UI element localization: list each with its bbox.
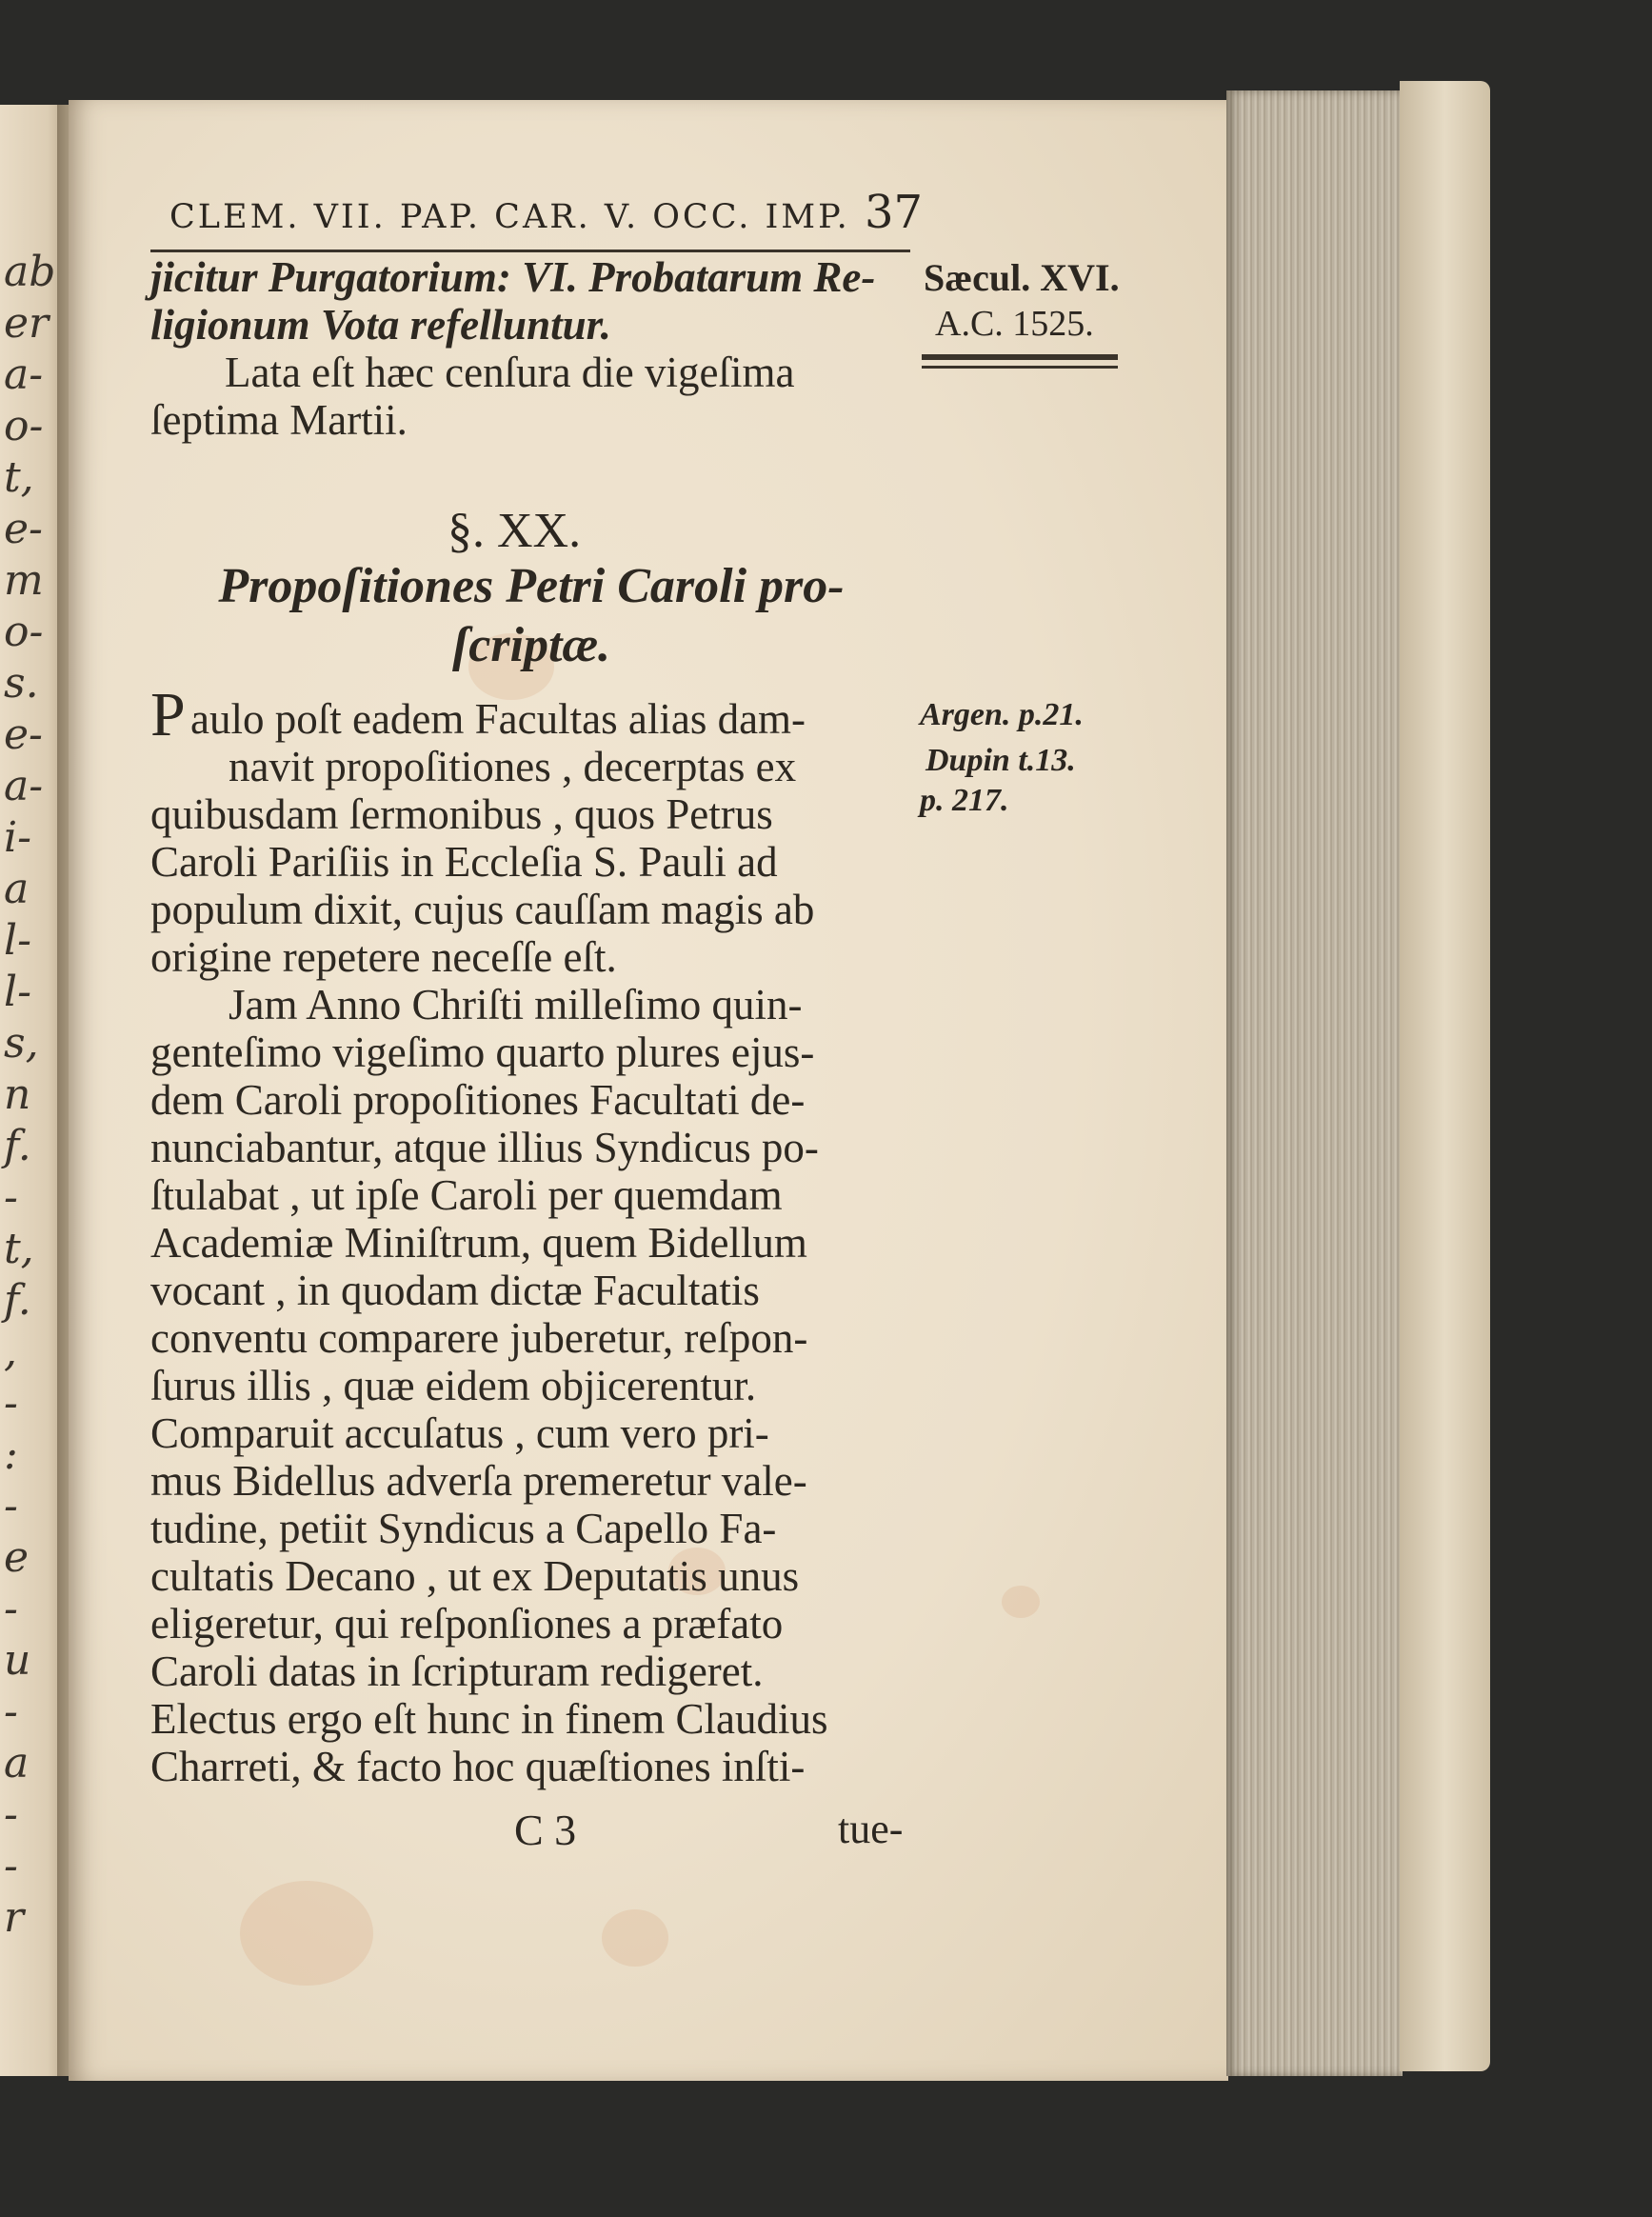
facing-page-fragment: -: [4, 1173, 18, 1222]
text-line: ſtulabat , ut ipſe Caroli per quemdam: [150, 1171, 783, 1219]
facing-page-fragment: e-: [4, 710, 43, 759]
text-line: mus Bidellus adverſa premeretur vale-: [150, 1457, 807, 1505]
text-line: ſurus illis , quæ eidem objicerentur.: [150, 1362, 757, 1409]
facing-page-fragment: e: [4, 1533, 30, 1582]
facing-page-fragment: -: [4, 1482, 18, 1530]
page-block-edge: [1226, 90, 1403, 2076]
facing-page-fragment: s.: [4, 659, 39, 708]
text-line: Jam Anno Chriſti milleſimo quin-: [229, 981, 803, 1029]
text-line: dem Caroli propoſitiones Facultati de-: [150, 1076, 806, 1124]
foxing-stain: [602, 1909, 668, 1967]
facing-page-fragment: -: [4, 1688, 18, 1736]
foxing-stain: [240, 1881, 373, 1986]
text-line: populum dixit, cujus cauſſam magis ab: [150, 886, 815, 933]
text-line: Academiæ Miniſtrum, quem Bidellum: [150, 1219, 807, 1267]
foxing-stain: [1002, 1586, 1040, 1618]
text-line: Charreti, & facto hoc quæſtiones inſti-: [150, 1743, 806, 1790]
text-line: Caroli Pariſiis in Eccleſia S. Pauli ad: [150, 838, 778, 886]
facing-page-fragment: o-: [4, 608, 44, 656]
facing-page-fragment: a-: [4, 762, 44, 810]
facing-page-fragment: -: [4, 1379, 18, 1428]
facing-page-fragment: u: [4, 1636, 31, 1685]
text-line: Caroli datas in ſcripturam redigeret.: [150, 1648, 764, 1695]
page-number: 37: [865, 186, 924, 239]
facing-page-fragment: l-: [4, 916, 31, 965]
facing-page-fragment: a-: [4, 350, 44, 399]
text-line: Lata eſt hæc cenſura die vigeſima: [225, 349, 795, 396]
text-line: Comparuit accuſatus , cum vero pri-: [150, 1409, 769, 1457]
text-line: quibusdam ſermonibus , quos Petrus: [150, 790, 773, 838]
catchword: tue-: [838, 1806, 904, 1852]
facing-page-fragment: l-: [4, 968, 31, 1016]
text-line: jicitur Purgatorium: VI. Probatarum Re-: [150, 253, 876, 301]
text-line: eligeretur, qui reſponſiones a præfato: [150, 1600, 784, 1648]
facing-page-fragment: a: [4, 865, 30, 913]
facing-page-fragment: -: [4, 1585, 18, 1633]
facing-page-fragment: i-: [4, 813, 31, 862]
text-line: conventu comparere juberetur, reſpon-: [150, 1314, 808, 1362]
margin-rule: [922, 354, 1118, 360]
body-paragraph: [150, 680, 931, 1790]
section-title-line: ſcriptæ.: [451, 618, 611, 672]
text-line: Electus ergo eſt hunc in finem Claudius: [150, 1695, 828, 1743]
facing-page-fragment: t,: [4, 453, 34, 502]
facing-page-fragment: -: [4, 1790, 18, 1839]
margin-note-year: A.C. 1525.: [935, 304, 1094, 344]
section-number: §. XX.: [448, 504, 582, 558]
text-line: tudine, petiit Syndicus a Capello Fa-: [150, 1505, 777, 1552]
signature-mark: C 3: [514, 1806, 577, 1854]
text-line: ligionum Vota refelluntur.: [150, 301, 611, 349]
header-rule: [150, 250, 910, 252]
facing-page-fragment: e-: [4, 505, 43, 553]
facing-page-fragment: t,: [4, 1225, 34, 1273]
facing-page-fragment: m: [4, 556, 44, 605]
facing-page-fragment: ,: [4, 1328, 17, 1376]
text-line: genteſimo vigeſimo quarto plures ejus-: [150, 1029, 815, 1076]
continuation-text: [150, 253, 912, 444]
margin-note-century: Sæcul. XVI.: [924, 256, 1120, 299]
margin-reference: p. 217.: [920, 783, 1009, 818]
section-title: [150, 557, 912, 675]
facing-page-fragment: -: [4, 1842, 18, 1890]
text-line: origine repetere neceſſe eſt.: [150, 933, 617, 981]
text-line: ſeptima Martii.: [150, 396, 408, 444]
section-title-line: Propoſitiones Petri Caroli pro-: [218, 559, 845, 613]
text-line: navit propoſitiones , decerptas ex: [229, 743, 797, 790]
facing-page-fragment: ab: [4, 248, 56, 296]
facing-page-fragment: a: [4, 1739, 30, 1788]
text-line: aulo poſt eadem Facultas alias dam-: [190, 695, 806, 743]
margin-reference: Argen. p.21.: [920, 697, 1084, 732]
facing-page-fragment: :: [4, 1430, 18, 1479]
facing-page-fragment: f.: [4, 1122, 31, 1170]
text-line: nunciabantur, atque illius Syndicus po-: [150, 1124, 819, 1171]
book-cover-edge: [1400, 81, 1490, 2071]
facing-page-fragment: er: [4, 299, 50, 348]
margin-reference: Dupin t.13.: [926, 743, 1076, 778]
running-head: CLEM. VII. PAP. CAR. V. OCC. IMP.: [169, 198, 850, 236]
text-line: vocant , in quodam dictæ Facultatis: [150, 1267, 760, 1314]
facing-page-fragment: o-: [4, 402, 44, 450]
text-line: cultatis Decano , ut ex Deputatis unus: [150, 1552, 800, 1600]
margin-rule: [922, 366, 1118, 369]
facing-page-fragment: s,: [4, 1019, 39, 1068]
facing-page-fragment: f.: [4, 1276, 31, 1325]
drop-cap: P: [150, 680, 186, 749]
facing-page-fragment: r: [4, 1893, 25, 1942]
facing-page-fragment: n: [4, 1070, 31, 1119]
